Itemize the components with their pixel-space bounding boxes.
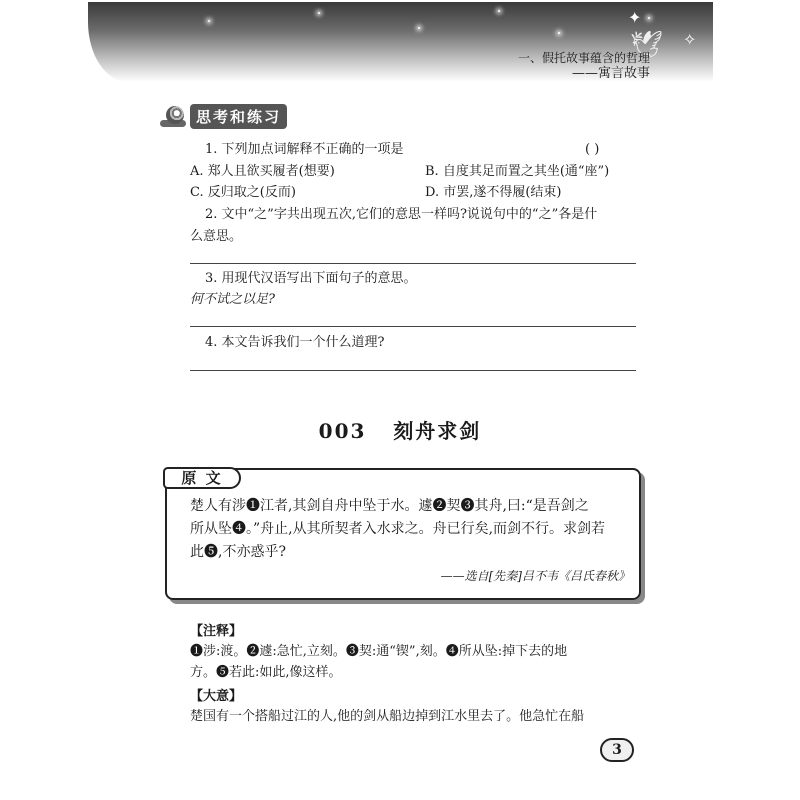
lesson-name: 刻舟求剑 bbox=[393, 419, 482, 443]
question-3: 3. 用现代汉语写出下面句子的意思。 bbox=[205, 271, 417, 286]
option-d: D. 市罢,遂不得履(结束) bbox=[425, 185, 562, 200]
question-1: 1. 下列加点词解释不正确的一项是 bbox=[205, 142, 404, 157]
answer-line bbox=[190, 370, 636, 371]
meaning-label: 【大意】 bbox=[190, 689, 243, 704]
section-heading bbox=[160, 104, 287, 129]
dove-icon: 🕊 bbox=[630, 30, 664, 60]
question-2-line-2: 么意思。 bbox=[190, 229, 243, 244]
star-decoration bbox=[418, 27, 420, 29]
text-source: ——选自[先秦]吕不韦《吕氏春秋》 bbox=[440, 569, 630, 583]
page-number: 3 bbox=[600, 738, 634, 762]
original-text-line: 所从坠❹。”舟止,从其所契者入水求之。舟已行矣,而剑不行。求剑若 bbox=[190, 521, 606, 537]
star-decoration bbox=[318, 12, 320, 14]
star-decoration bbox=[498, 10, 500, 12]
star-decoration bbox=[208, 20, 210, 22]
question-3-sentence: 何不试之以足? bbox=[190, 292, 275, 307]
notes-label: 【注释】 bbox=[190, 624, 243, 639]
original-text-label: 原 文 bbox=[163, 467, 241, 489]
option-c: C. 反归取之(反而) bbox=[190, 185, 296, 200]
lesson-title bbox=[0, 415, 800, 444]
star-decoration bbox=[648, 17, 650, 19]
answer-line bbox=[190, 326, 636, 327]
answer-bracket: ( ) bbox=[585, 142, 600, 157]
meaning-line-1: 楚国有一个搭船过江的人,他的剑从船边掉到江水里去了。他急忙在船 bbox=[190, 709, 585, 724]
section-title: 思考和练习 bbox=[190, 104, 287, 129]
chapter-line-2: ——寓言故事 bbox=[571, 66, 650, 81]
sparkle-icon: ✦ bbox=[628, 8, 642, 27]
option-a: A. 郑人且欲买履者(想要) bbox=[190, 164, 335, 179]
sparkle-icon: ✧ bbox=[683, 30, 697, 49]
chapter-line-1: 一、假托故事蕴含的哲理 bbox=[517, 51, 650, 65]
option-b: B. 自度其足而置之其坐(通“座”) bbox=[425, 164, 610, 179]
notes-line-1: ❶涉:渡。❷遽:急忙,立刻。❸契:通“锲”,刻。❹所从坠:掉下去的地 bbox=[190, 644, 568, 659]
question-2-line-1: 2. 文中“之”字共出现五次,它们的意思一样吗?说说句中的“之”各是什 bbox=[205, 207, 598, 222]
lesson-number: 003 bbox=[318, 419, 367, 443]
question-4: 4. 本文告诉我们一个什么道理? bbox=[205, 335, 385, 350]
original-text bbox=[190, 495, 630, 564]
answer-line bbox=[190, 263, 636, 264]
original-text-line: 此❺,不亦惑乎? bbox=[190, 544, 286, 560]
notes-line-2: 方。❺若此:如此,像这样。 bbox=[190, 665, 342, 680]
star-decoration bbox=[558, 32, 560, 34]
original-text-line: 楚人有涉❶江者,其剑自舟中坠于水。遽❷契❸其舟,曰:“是吾剑之 bbox=[190, 498, 589, 514]
chapter-title bbox=[518, 50, 650, 82]
snail-icon bbox=[160, 106, 186, 128]
